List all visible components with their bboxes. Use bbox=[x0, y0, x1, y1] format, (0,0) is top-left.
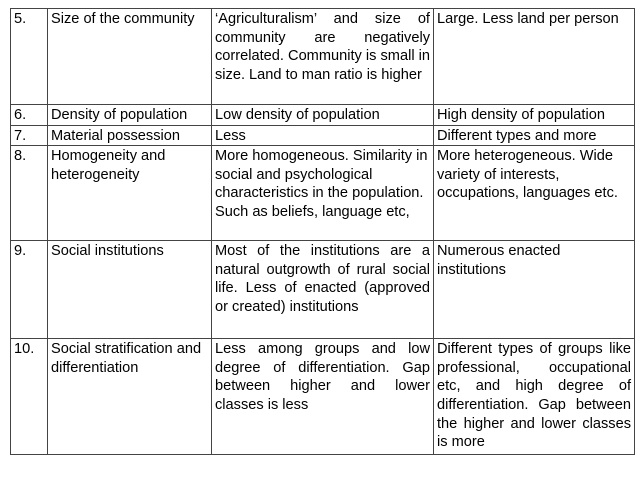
rural-cell: Less among groups and low degree of differentiation. Gap between higher and lower classes is less bbox=[212, 339, 434, 455]
table-row bbox=[11, 9, 635, 105]
urban-cell: Different types of groups like professional, occupational etc, and high degree of differentiation. Gap between the higher and lower classes is more bbox=[434, 339, 635, 455]
table-row bbox=[11, 146, 635, 241]
rural-cell: Less bbox=[212, 125, 434, 146]
table-row bbox=[11, 105, 635, 126]
rural-cell: ‘Agriculturalism’ and size of community are negatively correlated. Community is small in size. Land to man ratio is higher bbox=[212, 9, 434, 105]
aspect-cell: Social stratification and differentiation bbox=[48, 339, 212, 455]
urban-cell: Different types and more bbox=[434, 125, 635, 146]
rural-urban-comparison-table bbox=[10, 8, 635, 455]
rural-cell: Low density of population bbox=[212, 105, 434, 126]
aspect-cell: Density of population bbox=[48, 105, 212, 126]
row-number: 10. bbox=[11, 339, 48, 455]
urban-cell: High density of population bbox=[434, 105, 635, 126]
rural-cell: Most of the institutions are a natural outgrowth of rural social life. Less of enacted (approved or created) institutions bbox=[212, 241, 434, 339]
urban-cell: Large. Less land per person bbox=[434, 9, 635, 105]
aspect-cell: Size of the community bbox=[48, 9, 212, 105]
table-row bbox=[11, 241, 635, 339]
table-row bbox=[11, 125, 635, 146]
aspect-cell: Homogeneity and heterogeneity bbox=[48, 146, 212, 241]
comparison-table-wrapper bbox=[10, 8, 635, 455]
row-number: 6. bbox=[11, 105, 48, 126]
row-number: 9. bbox=[11, 241, 48, 339]
row-number: 7. bbox=[11, 125, 48, 146]
row-number: 5. bbox=[11, 9, 48, 105]
aspect-cell: Material possession bbox=[48, 125, 212, 146]
row-number: 8. bbox=[11, 146, 48, 241]
rural-cell: More homogeneous. Similarity in social and psychological characteristics in the population. Such as beliefs, language etc, bbox=[212, 146, 434, 241]
aspect-cell: Social institutions bbox=[48, 241, 212, 339]
urban-cell: Numerous enacted institutions bbox=[434, 241, 635, 339]
table-row bbox=[11, 339, 635, 455]
urban-cell: More heterogeneous. Wide variety of interests, occupations, languages etc. bbox=[434, 146, 635, 241]
